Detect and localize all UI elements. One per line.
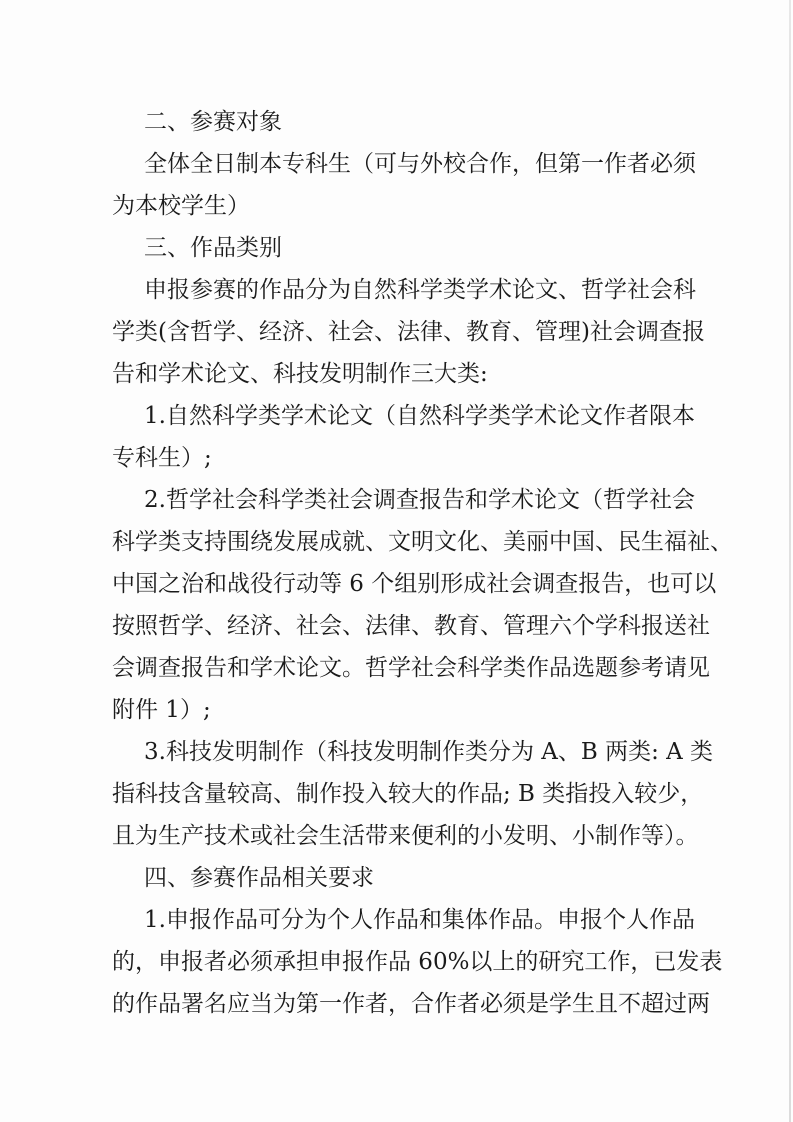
section-heading-requirements: 四、参赛作品相关要求 <box>144 865 374 891</box>
list-item-social-science: 2.哲学社会科学类社会调查报告和学术论文（哲学社会 <box>144 487 695 513</box>
paragraph-line: 告和学术论文、科技发明制作三大类: <box>112 361 488 387</box>
paragraph-line: 学类(含哲学、经济、社会、法律、教育、管理)社会调查报 <box>112 319 705 345</box>
paragraph-line: 科学类支持围绕发展成就、文明文化、美丽中国、民生福祉、 <box>112 529 733 555</box>
paragraph-line: 全体全日制本专科生（可与外校合作，但第一作者必须 <box>144 151 696 177</box>
paragraph-line: 按照哲学、经济、社会、法律、教育、管理六个学科报送社 <box>112 613 710 639</box>
list-item-natural-science: 1.自然科学类学术论文（自然科学类学术论文作者限本 <box>144 403 695 429</box>
paragraph-line: 专科生）; <box>112 445 212 471</box>
paragraph-line: 的，申报者必须承担申报作品 60%以上的研究工作，已发表 <box>112 949 723 975</box>
paragraph-line: 中国之治和战役行动等 6 个组别形成社会调查报告，也可以 <box>112 571 717 597</box>
list-item-requirement-1: 1.申报作品可分为个人作品和集体作品。申报个人作品 <box>144 907 695 933</box>
section-heading-participants: 二、参赛对象 <box>144 109 282 135</box>
paragraph-line: 的作品署名应当为第一作者，合作者必须是学生且不超过两 <box>112 991 710 1017</box>
paragraph-line: 为本校学生） <box>112 193 250 219</box>
paragraph-line: 附件 1）; <box>112 697 211 723</box>
paragraph-line: 申报参赛的作品分为自然科学类学术论文、哲学社会科 <box>144 277 696 303</box>
paragraph-line: 且为生产技术或社会生活带来便利的小发明、小制作等）。 <box>112 823 699 849</box>
scan-edge-shadow <box>789 0 791 1122</box>
section-heading-categories: 三、作品类别 <box>144 235 282 261</box>
paragraph-line: 指科技含量较高、制作投入较大的作品; B 类指投入较少， <box>112 781 704 807</box>
list-item-invention: 3.科技发明制作（科技发明制作类分为 A、B 两类: A 类 <box>144 739 714 765</box>
paragraph-line: 会调查报告和学术论文。哲学社会科学类作品选题参考请见 <box>112 655 710 681</box>
